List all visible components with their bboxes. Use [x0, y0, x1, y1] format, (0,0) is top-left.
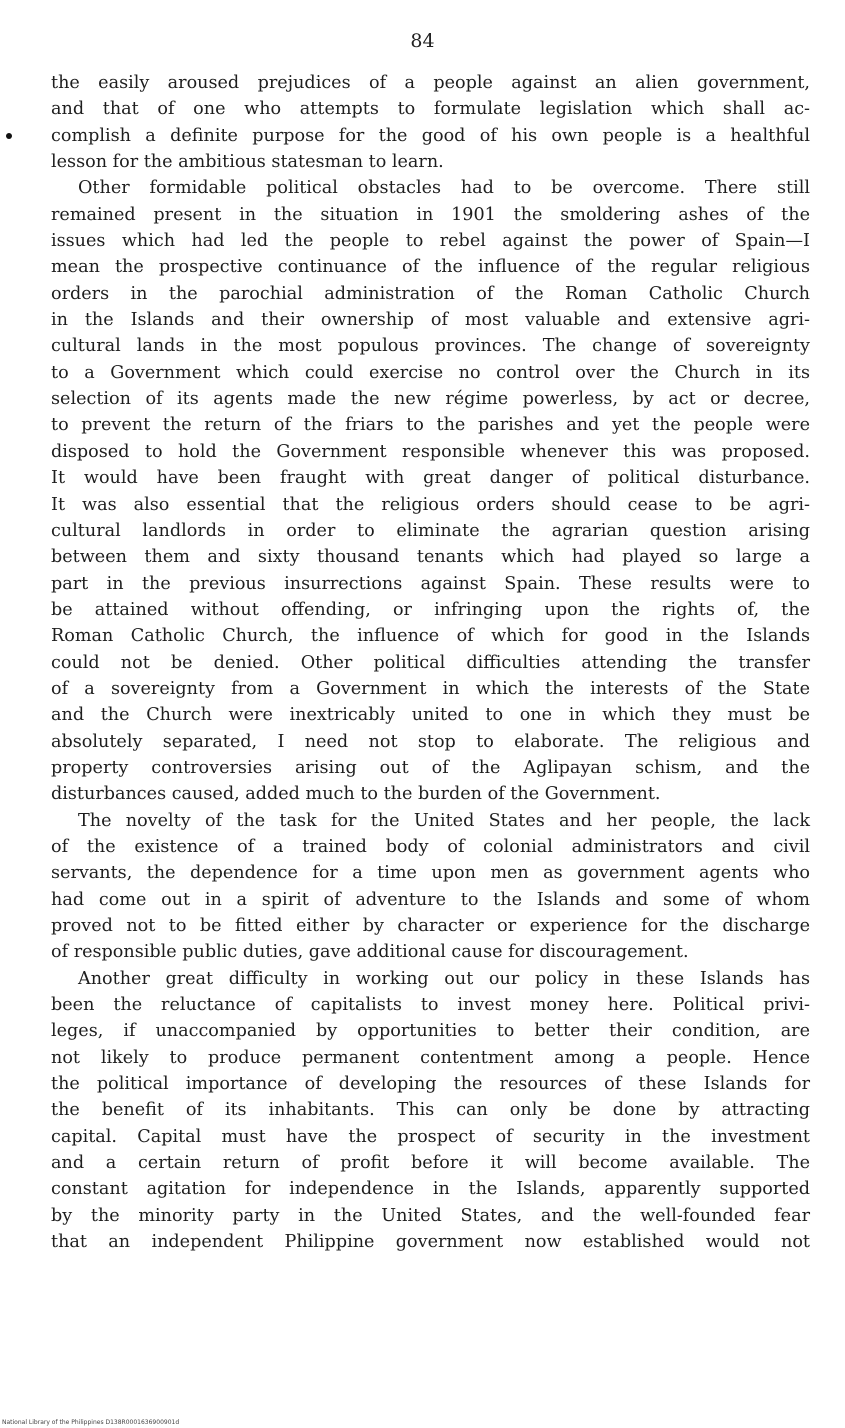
text-line: and that of one who attempts to formulate legislation which shall ac- — [51, 99, 810, 120]
text-line: could not be denied. Other political difficulties attending the transfer — [51, 652, 810, 673]
scan-footer: National Library of the Philippines D138R0001636900901d — [2, 1419, 180, 1426]
text-line: the easily aroused prejudices of a people against an alien government, — [51, 73, 810, 93]
text-line: cultural lands in the most populous provinces. The change of sovereignty — [51, 336, 810, 357]
text-line: issues which had led the people to rebel against the power of Spain—I — [51, 231, 810, 252]
text-line: be attained without offending, or infringing upon the rights of, the — [51, 599, 810, 620]
text-line: It would have been fraught with great danger of political disturbance. — [51, 468, 810, 489]
text-line: remained present in the situation in 1901 the smoldering ashes of the — [51, 204, 810, 225]
text-line: servants, the dependence for a time upon men as government agents who — [51, 863, 810, 884]
text-line: Another great difficulty in working out our policy in these Islands has — [78, 968, 810, 989]
text-line: It was also essential that the religious orders should cease to be agri- — [51, 494, 810, 515]
text-line: been the reluctance of capitalists to invest money here. Political privi- — [51, 995, 810, 1016]
page-number: 84 — [410, 30, 435, 52]
text-line: that an independent Philippine government now established would not — [51, 1232, 810, 1253]
text-line: leges, if unaccompanied by opportunities to better their condition, are — [51, 1021, 810, 1042]
text-line: disposed to hold the Government responsible whenever this was proposed. — [51, 441, 810, 462]
text-line: mean the prospective continuance of the influence of the regular religious — [51, 257, 810, 278]
text-line: cultural landlords in order to eliminate the agrarian question arising — [51, 520, 810, 541]
text-line: of a sovereignty from a Government in which the interests of the State — [51, 678, 810, 699]
text-line: orders in the parochial administration of the Roman Catholic Church — [51, 283, 810, 304]
text-line: Other formidable political obstacles had to be overcome. There still — [78, 178, 810, 199]
body-text — [51, 70, 810, 1255]
text-line: lesson for the ambitious statesman to learn. — [51, 152, 444, 173]
margin-bullet-mark — [6, 133, 12, 139]
text-line: and a certain return of profit before it will become available. The — [51, 1153, 810, 1174]
paragraph — [51, 808, 810, 966]
text-line: the political importance of developing the resources of these Islands for — [51, 1074, 810, 1095]
text-line: Roman Catholic Church, the influence of which for good in the Islands — [51, 626, 810, 647]
text-line: of responsible public duties, gave additional cause for discouragement. — [51, 942, 689, 963]
text-line: between them and sixty thousand tenants which had played so large a — [51, 547, 810, 568]
text-line: absolutely separated, I need not stop to elaborate. The religious and — [51, 731, 810, 752]
text-line: complish a definite purpose for the good of his own people is a healthful — [51, 125, 810, 146]
text-line: by the minority party in the United States, and the well-founded fear — [51, 1205, 810, 1226]
text-line: property controversies arising out of the Aglipayan schism, and the — [51, 757, 810, 778]
text-line: not likely to produce permanent contentment among a people. Hence — [51, 1047, 810, 1068]
text-line: to prevent the return of the friars to the parishes and yet the people were — [51, 415, 810, 436]
text-line: of the existence of a trained body of colonial administrators and civil — [51, 836, 810, 857]
text-line: constant agitation for independence in the Islands, apparently supported — [51, 1179, 810, 1200]
text-line: The novelty of the task for the United States and her people, the lack — [78, 810, 810, 831]
text-line: to a Government which could exercise no control over the Church in its — [51, 362, 810, 383]
text-line: the benefit of its inhabitants. This can only be done by attracting — [51, 1100, 810, 1121]
text-line: part in the previous insurrections against Spain. These results were to — [51, 573, 810, 594]
text-line: selection of its agents made the new régime powerless, by act or decree, — [51, 389, 810, 410]
text-line: disturbances caused, added much to the burden of the Government. — [51, 784, 661, 805]
paragraph — [51, 966, 810, 1256]
text-line: had come out in a spirit of adventure to the Islands and some of whom — [51, 889, 810, 910]
paragraph — [51, 70, 810, 175]
text-line: proved not to be fitted either by character or experience for the discharge — [51, 916, 810, 936]
paragraph — [51, 175, 810, 807]
text-line: capital. Capital must have the prospect of security in the investment — [51, 1126, 810, 1147]
text-line: and the Church were inextricably united to one in which they must be — [51, 705, 810, 726]
text-line: in the Islands and their ownership of most valuable and extensive agri- — [51, 310, 810, 331]
